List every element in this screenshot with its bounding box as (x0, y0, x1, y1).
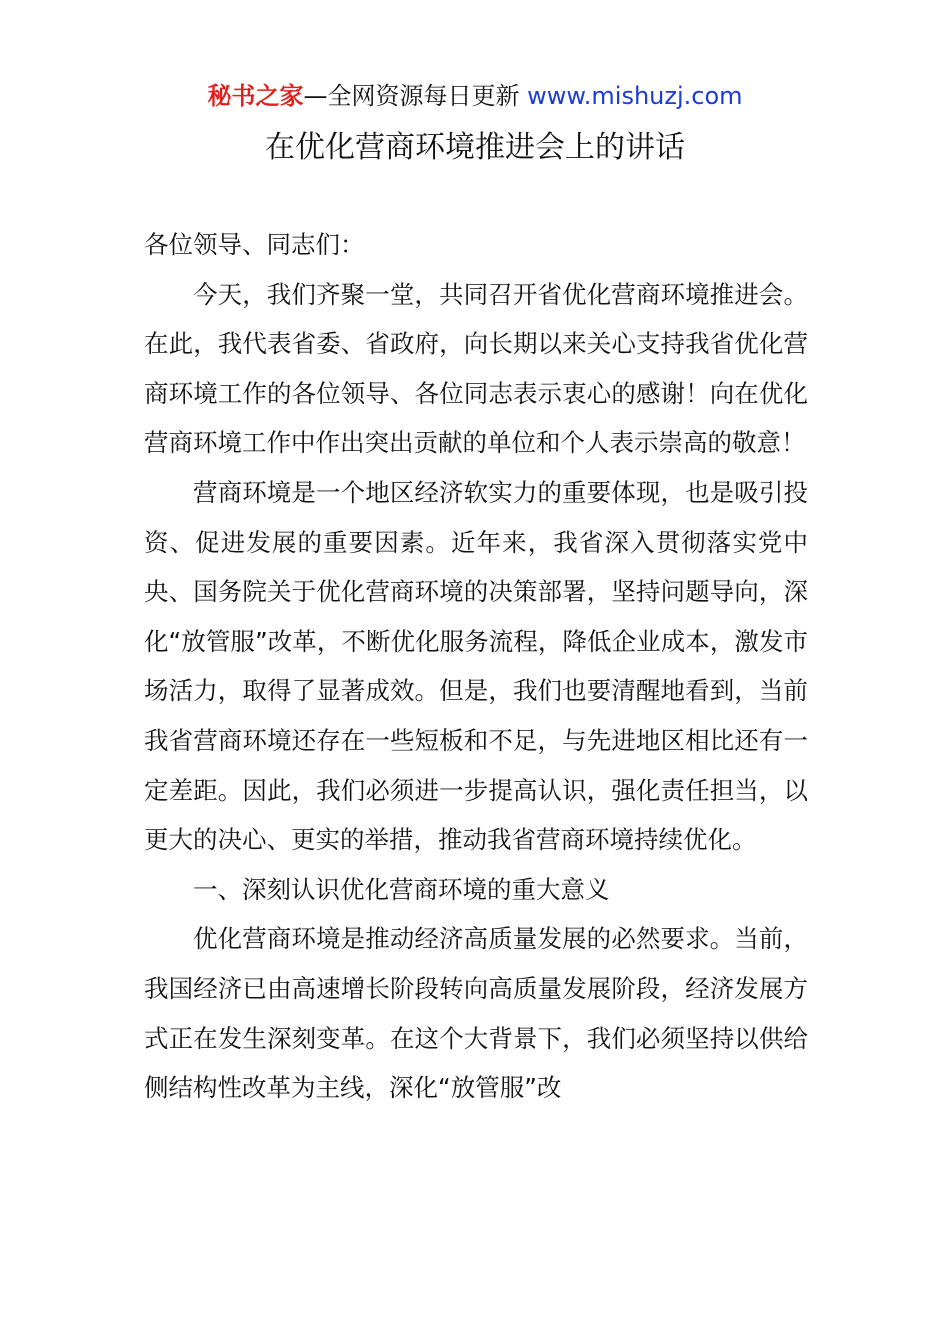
section-paragraph: 优化营商环境是推动经济高质量发展的必然要求。当前，我国经济已由高速增长阶段转向高质量发展阶段，经济发展方式正在发生深刻变革。在这个大背景下，我们必须坚持以供给侧结构性改革为主线，深化“放管服”改 (144, 924, 808, 1103)
section-heading: 一、深刻认识优化营商环境的重大意义 (193, 874, 610, 904)
site-brand: 秘书之家 (207, 82, 304, 110)
site-tagline: —全网资源每日更新 (303, 82, 520, 110)
document-body (144, 220, 808, 1113)
site-url-link[interactable]: www.mishuzj.com (527, 82, 743, 110)
paragraph-business-environment: 营商环境是一个地区经济软实力的重要体现，也是吸引投资、促进发展的重要因素。近年来，我省深入贯彻落实党中央、国务院关于优化营商环境的决策部署，坚持问题导向，深化“放管服”改革，不断优化服务流程，降低企业成本，激发市场活力，取得了显著成效。但是，我们也要清醒地看到，当前我省营商环境还存在一些短板和不足，与先进地区相比还有一定差距。因此，我们必须进一步提高认识，强化责任担当，以更大的决心、更实的举措，推动我省营商环境持续优化。 (144, 477, 808, 855)
site-header (0, 80, 950, 112)
salutation: 各位领导、同志们： (144, 230, 365, 259)
document-title: 在优化营商环境推进会上的讲话 (265, 130, 685, 165)
paragraph-opening: 今天，我们齐聚一堂，共同召开省优化营商环境推进会。在此，我代表省委、省政府，向长期以来关心支持我省优化营商环境工作的各位领导、各位同志表示衷心的感谢！向在优化营商环境工作中作出突出贡献的单位和个人表示崇高的敬意！ (144, 279, 808, 458)
